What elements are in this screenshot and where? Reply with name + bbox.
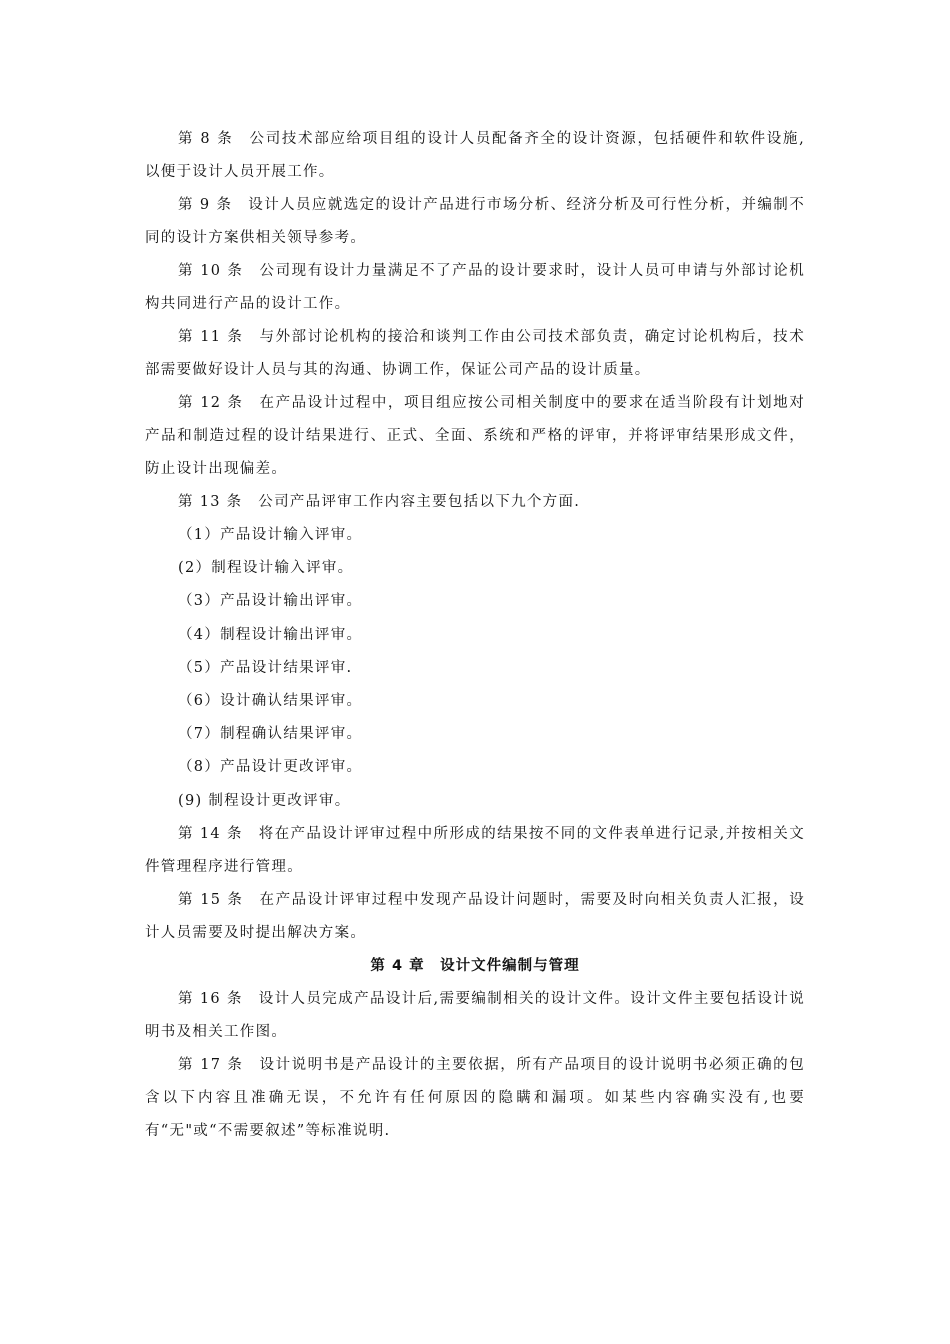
article-10: 第 10 条 公司现有设计力量满足不了产品的设计要求时，设计人员可申请与外部讨论机构共同进行产品的设计工作。 (145, 263, 805, 312)
article-8: 第 8 条 公司技术部应给项目组的设计人员配备齐全的设计资源，包括硬件和软件设施,以便于设计人员开展工作。 (145, 131, 805, 180)
list-item: （6）设计确认结果评审。 (178, 693, 363, 710)
list-item: （4）制程设计输出评审。 (178, 626, 363, 643)
list-item: (2）制程设计输入评审。 (178, 560, 354, 577)
article-14: 第 14 条 将在产品设计评审过程中所形成的结果按不同的文件表单进行记录,并按相关文件管理程序进行管理。 (145, 825, 805, 875)
list-item: (9) 制程设计更改评审。 (178, 792, 351, 809)
article-15: 第 15 条 在产品设计评审过程中发现产品设计问题时，需要及时向相关负责人汇报，设计人员需要及时提出解决方案。 (145, 891, 805, 941)
document-body (145, 123, 805, 1148)
list-item: （7）制程确认结果评审。 (178, 726, 363, 743)
list-item: （1）产品设计输入评审。 (178, 527, 363, 543)
article-11: 第 11 条 与外部讨论机构的接洽和谈判工作由公司技术部负责，确定讨论机构后，技术部需要做好设计人员与其的沟通、协调工作，保证公司产品的设计质量。 (145, 329, 805, 378)
review-items-list (145, 519, 805, 818)
article-13: 第 13 条 公司产品评审工作内容主要包括以下九个方面. (178, 494, 581, 510)
list-item: （5）产品设计结果评审. (178, 659, 353, 676)
article-17: 第 17 条 设计说明书是产品设计的主要依据，所有产品项目的设计说明书必须正确的包含以下内容且准确无误，不允许有任何原因的隐瞒和漏项。如某些内容确实没有,也要有“无"或“不需要叙述”等标准说明. (145, 1056, 805, 1139)
article-16: 第 16 条 设计人员完成产品设计后,需要编制相关的设计文件。设计文件主要包括设计说明书及相关工作图。 (145, 990, 805, 1040)
article-9: 第 9 条 设计人员应就选定的设计产品进行市场分析、经济分析及可行性分析，并编制不同的设计方案供相关领导参考。 (145, 197, 805, 246)
article-12: 第 12 条 在产品设计过程中，项目组应按公司相关制度中的要求在适当阶段有计划地对产品和制造过程的设计结果进行、正式、全面、系统和严格的评审，并将评审结果形成文件，防止设计出现偏差。 (145, 395, 805, 477)
list-item: （8）产品设计更改评审。 (178, 759, 363, 776)
list-item: （3）产品设计输出评审。 (178, 593, 363, 610)
chapter-heading: 第 4 章 设计文件编制与管理 (370, 957, 580, 974)
